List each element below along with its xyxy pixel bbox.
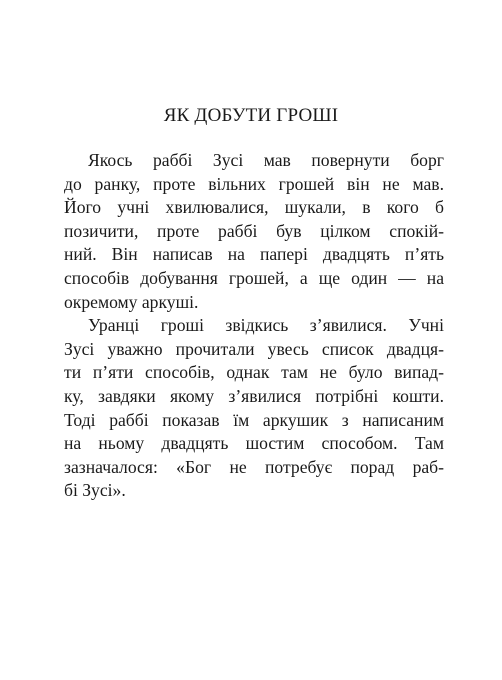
- text-line: зазначалося: «Бог не потребує порад раб-: [64, 456, 444, 477]
- chapter-title: ЯК ДОБУТИ ГРОШІ: [163, 105, 339, 126]
- text-line: Зусі уважно прочитали увесь список двадця-: [64, 338, 444, 359]
- text-line: Тоді раббі показав їм аркушик з написаним: [64, 409, 444, 430]
- text-line: ку, завдяки якому з’явилися потрібні кошти.: [64, 385, 444, 406]
- text-line: на ньому двадцять шостим способом. Там: [64, 433, 444, 454]
- story-text: [64, 149, 444, 503]
- text-line: позичити, проте раббі був цілком спокій-: [64, 220, 444, 241]
- text-line: бі Зусі».: [64, 480, 126, 501]
- text-line: способів добування грошей, а ще один — на: [64, 267, 444, 288]
- text-line: Якось раббі Зусі мав повернути борг: [88, 150, 444, 170]
- text-line: ти п’яти способів, однак там не було випад-: [64, 362, 444, 383]
- text-line: окремому аркуші.: [64, 291, 199, 312]
- text-line: до ранку, проте вільних грошей він не мав.: [64, 173, 444, 194]
- text-line: Його учні хвилювалися, шукали, в кого б: [64, 197, 444, 218]
- text-line: Уранці гроші звідкись з’явилися. Учні: [88, 315, 444, 336]
- text-line: ний. Він написав на папері двадцять п’ять: [64, 244, 444, 265]
